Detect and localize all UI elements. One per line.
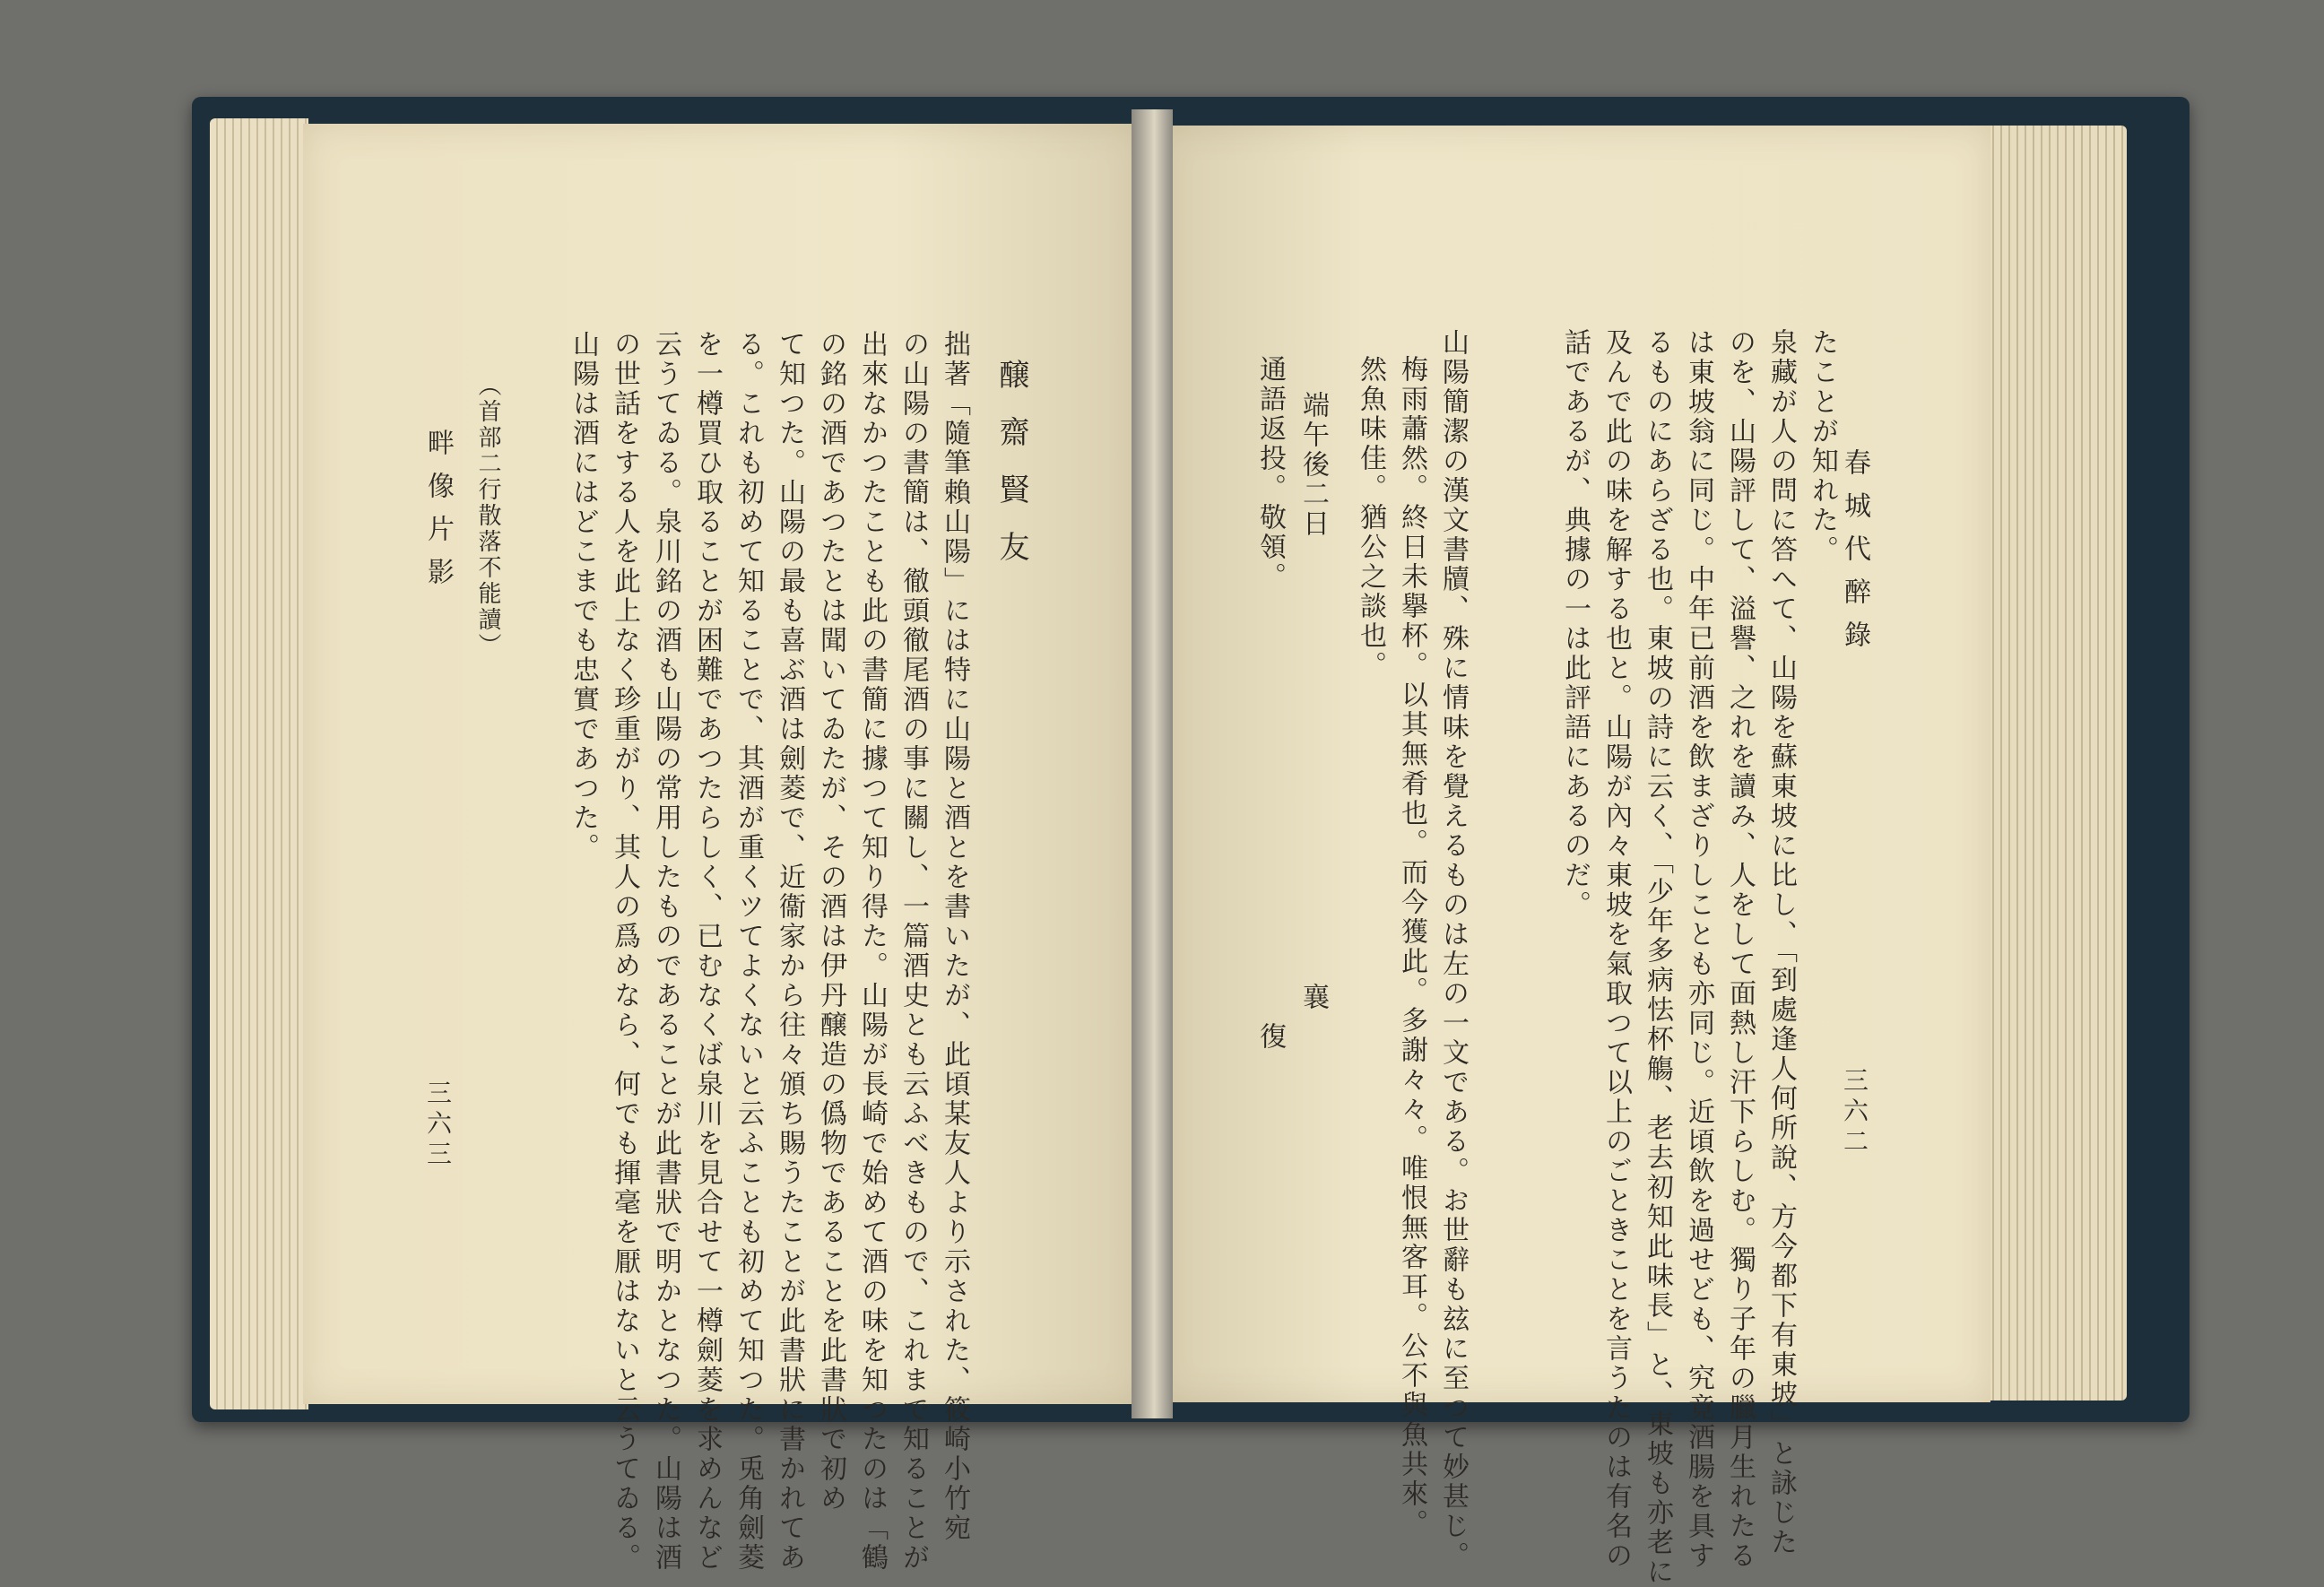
text-line: 泉藏が人の問に答へて、山陽を蘇東坡に比し、「到處逢人何所說、方今都下有東坡」と詠じた [1765, 328, 1797, 1557]
text-line: の銘の酒であつたとは聞いてゐたが、その酒は伊丹醸造の僞物であることを此書狀で初め [815, 330, 846, 1513]
caption-note: （首部二行散落不能讀） [474, 373, 501, 659]
text-line: て知つた。山陽の最も喜ぶ酒は劍菱で、近衞家から往々頒ち賜うたことが此書狀に書かれてあ [774, 330, 805, 1573]
text-line: るものにあらざる也。東坡の詩に云く、「少年多病怯杯觴、老去初知此味長」と、東坡も亦老に [1642, 328, 1673, 1587]
book-gutter [1132, 109, 1173, 1418]
text-line: たことが知れた。 [1807, 328, 1838, 565]
caption: 畔像片影 [422, 429, 454, 601]
text-line: のを、山陽評して、溢譽、之れを讀み、人をして面熱し汗下らしむ。獨り子年の臘月生れたる [1724, 328, 1756, 1571]
left-page [303, 124, 1144, 1573]
text-line: の山陽の書簡は、徹頭徹尾酒の事に關し、一篇酒史とも云ふべきもので、これまで知ることが [898, 330, 929, 1573]
right-page [1157, 126, 1990, 1587]
text-line: 拙著「隨筆賴山陽」には特に山陽と酒とを書いたが、此頃某友人より示された、筱崎小竹宛 [939, 330, 970, 1543]
text-line: 山陽簡潔の漢文書牘、殊に情味を覺えるものは左の一文である。お世辭も玆に至つて妙甚じ。 [1437, 328, 1469, 1571]
text-line: 及んで此の味を解する也と。山陽が內々東坡を氣取つて以上のごときことを言うたのは有名の [1600, 328, 1632, 1571]
text-line: る。これも初めて知ることで、其酒が重くツてよくないと云ふことも初めて知つた。兎角劍菱 [733, 330, 764, 1573]
text-line: 端午後二日 襄 [1297, 391, 1329, 1012]
text-line: は東坡翁に同じ。中年已前酒を飲まざりしことも亦同じ。近頃飲を過せども、究竟酒腸を具す [1683, 328, 1714, 1571]
text-line: 話であるが、典據の一は此評語にあるのだ。 [1559, 328, 1591, 920]
text-line: を一樽買ひ取ることが困難であつたらしく、已むなくば泉川を見合せて一樽劍菱を求めんなど [691, 330, 723, 1573]
page-number: 三六三 [423, 1080, 453, 1171]
left-page-edges [210, 118, 308, 1409]
page-number: 三六二 [1840, 1067, 1869, 1158]
text-line: 云うてゐる。泉川銘の酒も山陽の常用したものであることが此書狀で明かとなつた。山陽は酒 [650, 330, 681, 1573]
text-line: 山陽は酒にはどこまでも忠實であつた。 [568, 330, 599, 863]
right-page-edges [1978, 126, 2127, 1401]
text-line: 出來なかつたことも此の書簡に據つて知り得た。山陽が長崎で始めて酒の味を知つたのは「鶴 [856, 330, 888, 1573]
running-head: 春城代醉錄 [1839, 448, 1870, 663]
text-line: の世話をする人を此上なく珍重がり、其人の爲めなら、何でも揮毫を厭はないと云うてゐる。 [609, 330, 640, 1573]
text-line: 梅雨蕭然。終日未擧杯。以其無肴也。而今獲此。多謝々々。唯恨無客耳。公不與魚共來。 [1396, 355, 1427, 1539]
text-line: 然魚味佳。猶公之談也。 [1355, 355, 1386, 681]
section-heading: 醸齋賢友 [993, 359, 1029, 588]
text-line: 通語返投。敬領。 復 [1254, 355, 1286, 1052]
